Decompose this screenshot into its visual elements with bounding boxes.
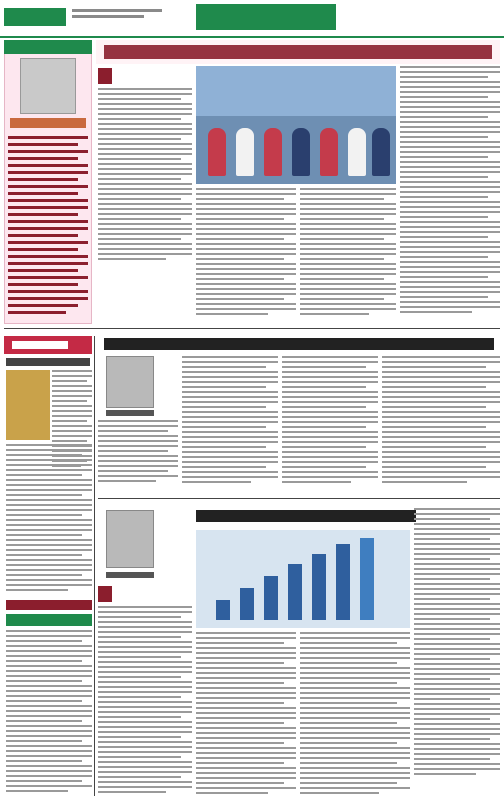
column-divider (94, 336, 95, 796)
economy-author-photo (106, 510, 154, 568)
economy-column-2 (196, 632, 296, 796)
dharmaraj-yudhishthir-heading (6, 614, 92, 626)
editorial-column-2 (196, 188, 296, 322)
page-number (470, 6, 500, 28)
ayodhya-column-2 (182, 356, 278, 486)
profile-quote (8, 136, 88, 316)
page-section-title (196, 4, 336, 30)
editorial-column-1 (98, 68, 192, 264)
sampadkiya-subheading (6, 358, 90, 366)
economy-column-1 (98, 586, 192, 796)
profile-name (10, 118, 86, 128)
masthead-rule (0, 36, 504, 38)
ayodhya-headline (98, 336, 500, 352)
newspaper-logo (4, 8, 66, 26)
editorial-photo-girls (196, 66, 396, 184)
dharma-article-body (6, 630, 92, 796)
profile-photo (20, 58, 76, 114)
section-divider-2 (98, 498, 500, 499)
ayodhya-column-1 (98, 420, 178, 484)
editorial-column-4 (400, 66, 500, 322)
sampadkiya-body-2 (6, 444, 92, 594)
editorial-column-3 (300, 188, 396, 322)
ayodhya-author-name (106, 410, 154, 416)
chintan-manan-heading (6, 600, 92, 610)
economy-growth-image (196, 530, 410, 628)
ayodhya-column-3 (282, 356, 378, 486)
economy-column-4 (414, 508, 500, 796)
economy-headline (196, 508, 416, 524)
economy-column-3 (300, 632, 410, 796)
ayodhya-author-photo (106, 356, 154, 408)
main-editorial-headline (96, 40, 500, 64)
economy-author-name (106, 572, 154, 578)
sampadkiya-banner (4, 336, 92, 354)
ayodhya-column-4 (382, 356, 500, 486)
profile-panel-header (4, 40, 92, 54)
issue-meta (72, 6, 162, 28)
ram-lalla-image (6, 370, 50, 440)
section-divider-1 (4, 328, 500, 329)
